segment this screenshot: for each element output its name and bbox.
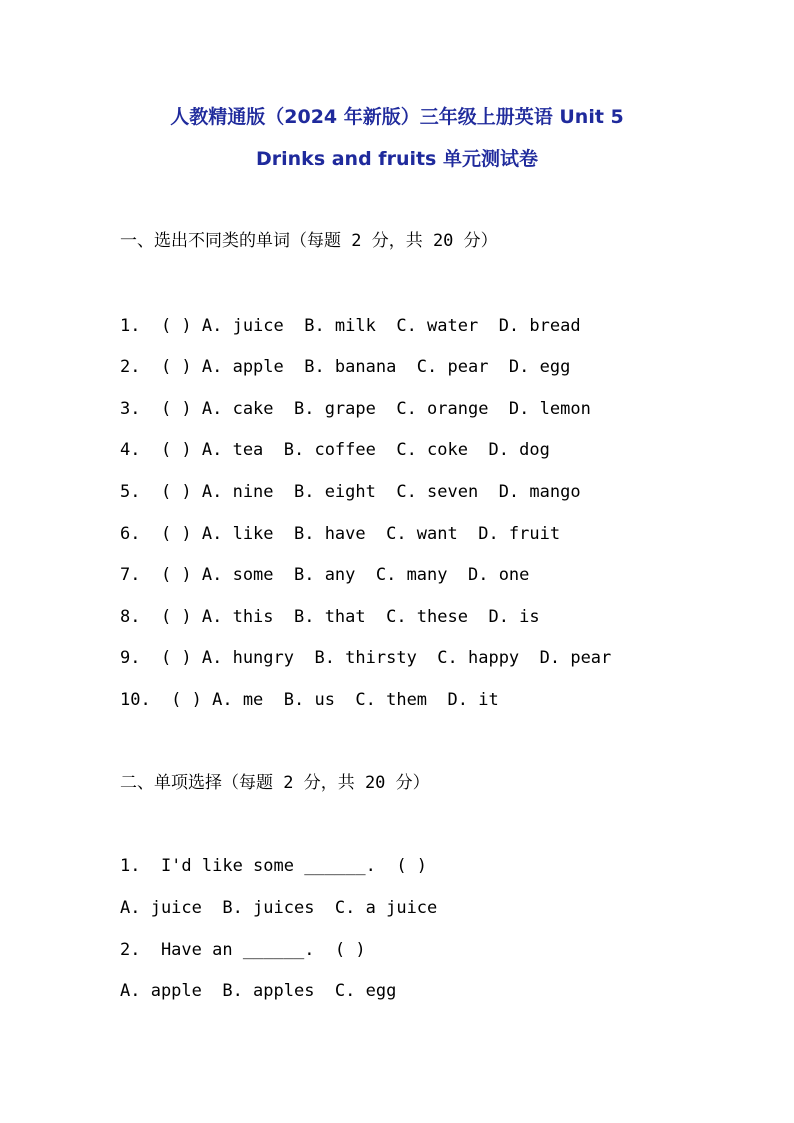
document-title-line-1: 人教精通版（2024 年新版）三年级上册英语 Unit 5 — [170, 106, 624, 128]
section-1-question: 6. ( ) A. like B. have C. want D. fruit — [120, 524, 561, 544]
section-2-options: A. juice B. juices C. a juice — [120, 898, 438, 918]
section-1-question: 2. ( ) A. apple B. banana C. pear D. egg — [120, 357, 571, 377]
section-1-heading: 一、选出不同类的单词（每题 2 分，共 20 分） — [120, 231, 498, 251]
section-2-heading: 二、单项选择（每题 2 分，共 20 分） — [120, 773, 430, 793]
section-1-question: 7. ( ) A. some B. any C. many D. one — [120, 565, 530, 585]
document-title-line-2: Drinks and fruits 单元测试卷 — [256, 148, 538, 170]
section-1-question: 1. ( ) A. juice B. milk C. water D. bread — [120, 316, 581, 336]
section-2-question: 1. I'd like some ______. ( ) — [120, 856, 428, 876]
section-1-question: 10. ( ) A. me B. us C. them D. it — [120, 690, 499, 710]
section-1-question: 4. ( ) A. tea B. coffee C. coke D. dog — [120, 440, 550, 460]
section-1-question: 3. ( ) A. cake B. grape C. orange D. lemon — [120, 399, 591, 419]
section-1-question: 5. ( ) A. nine B. eight C. seven D. mango — [120, 482, 581, 502]
section-1-question: 9. ( ) A. hungry B. thirsty C. happy D. pear — [120, 648, 612, 668]
section-1-question: 8. ( ) A. this B. that C. these D. is — [120, 607, 540, 627]
section-2-question: 2. Have an ______. ( ) — [120, 940, 366, 960]
section-2-options: A. apple B. apples C. egg — [120, 981, 397, 1001]
